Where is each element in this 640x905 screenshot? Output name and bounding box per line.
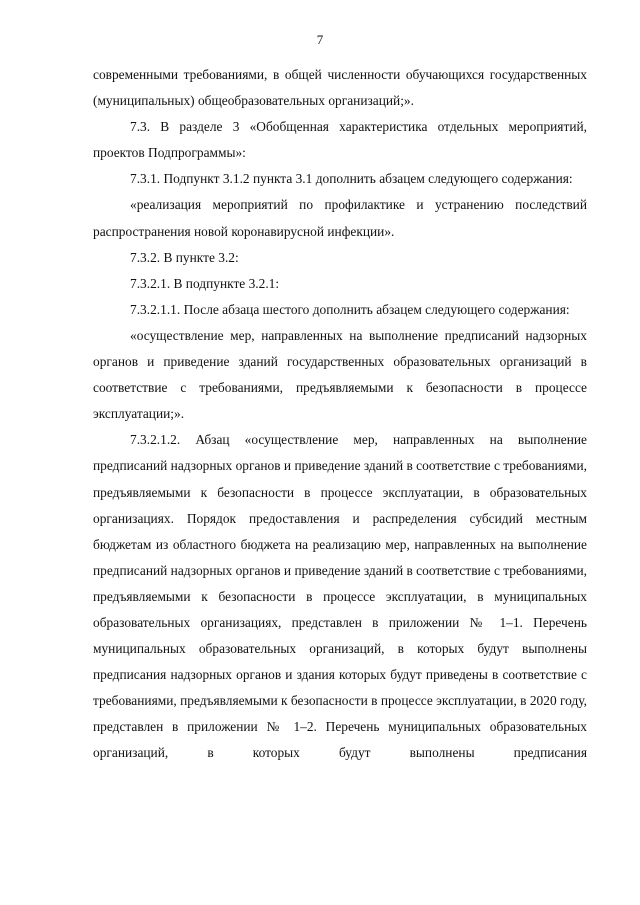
paragraph-7: 7.3.2.1.1. После абзаца шестого дополнить абзацем следующего содержания: [130,301,570,317]
paragraph-5: 7.3.2. В пункте 3.2: [130,249,239,265]
paragraph-1: современными требованиями, в общей численности обучающихся государственных (муниципальных) общеобразовательных организаций;». [93,67,587,109]
paragraph-4: «реализация мероприятий по профилактике и устранению последствий распространения новой коронавирусной инфекции». [93,197,587,239]
paragraph-9: 7.3.2.1.2. Абзац «осуществление мер, направленных на выполнение предписаний надзорных органов и приведение зданий в соответствие с требованиями, предъявляемыми к безопасности в процессе эксплуатации, в образовательных организациях. Порядок предоставления и распределения субсидий местным бюджетам из областного бюджета на реализацию мер, направленных на выполнение предписаний надзорных органов и приведение зданий в соответствие с требованиями, предъявляемыми к безопасности в процессе эксплуатации, в муниципальных образовательных организациях, представлен в приложении № 1–1. Перечень муниципальных образовательных организаций, в которых будут выполнены предписания надзорных органов и здания которых будут приведены в соответствие с требованиями, предъявляемыми к безопасности в процессе эксплуатации, в 2020 году, представлен в приложении № 1–2. Перечень муниципальных образовательных организаций, в которых будут выполнены предписания [93,432,587,761]
document-body [93,62,587,767]
paragraph-2: 7.3. В разделе 3 «Обобщенная характеристика отдельных мероприятий, проектов Подпрограммы»: [93,119,587,161]
paragraph-3: 7.3.1. Подпункт 3.1.2 пункта 3.1 дополнить абзацем следующего содержания: [130,171,573,187]
page-number: 7 [316,32,324,47]
paragraph-6: 7.3.2.1. В подпункте 3.2.1: [130,275,280,291]
paragraph-8: «осуществление мер, направленных на выполнение предписаний надзорных органов и приведение зданий государственных образовательных организаций в соответствие с требованиями, предъявляемыми к безопасности в процессе эксплуатации;». [93,327,587,422]
